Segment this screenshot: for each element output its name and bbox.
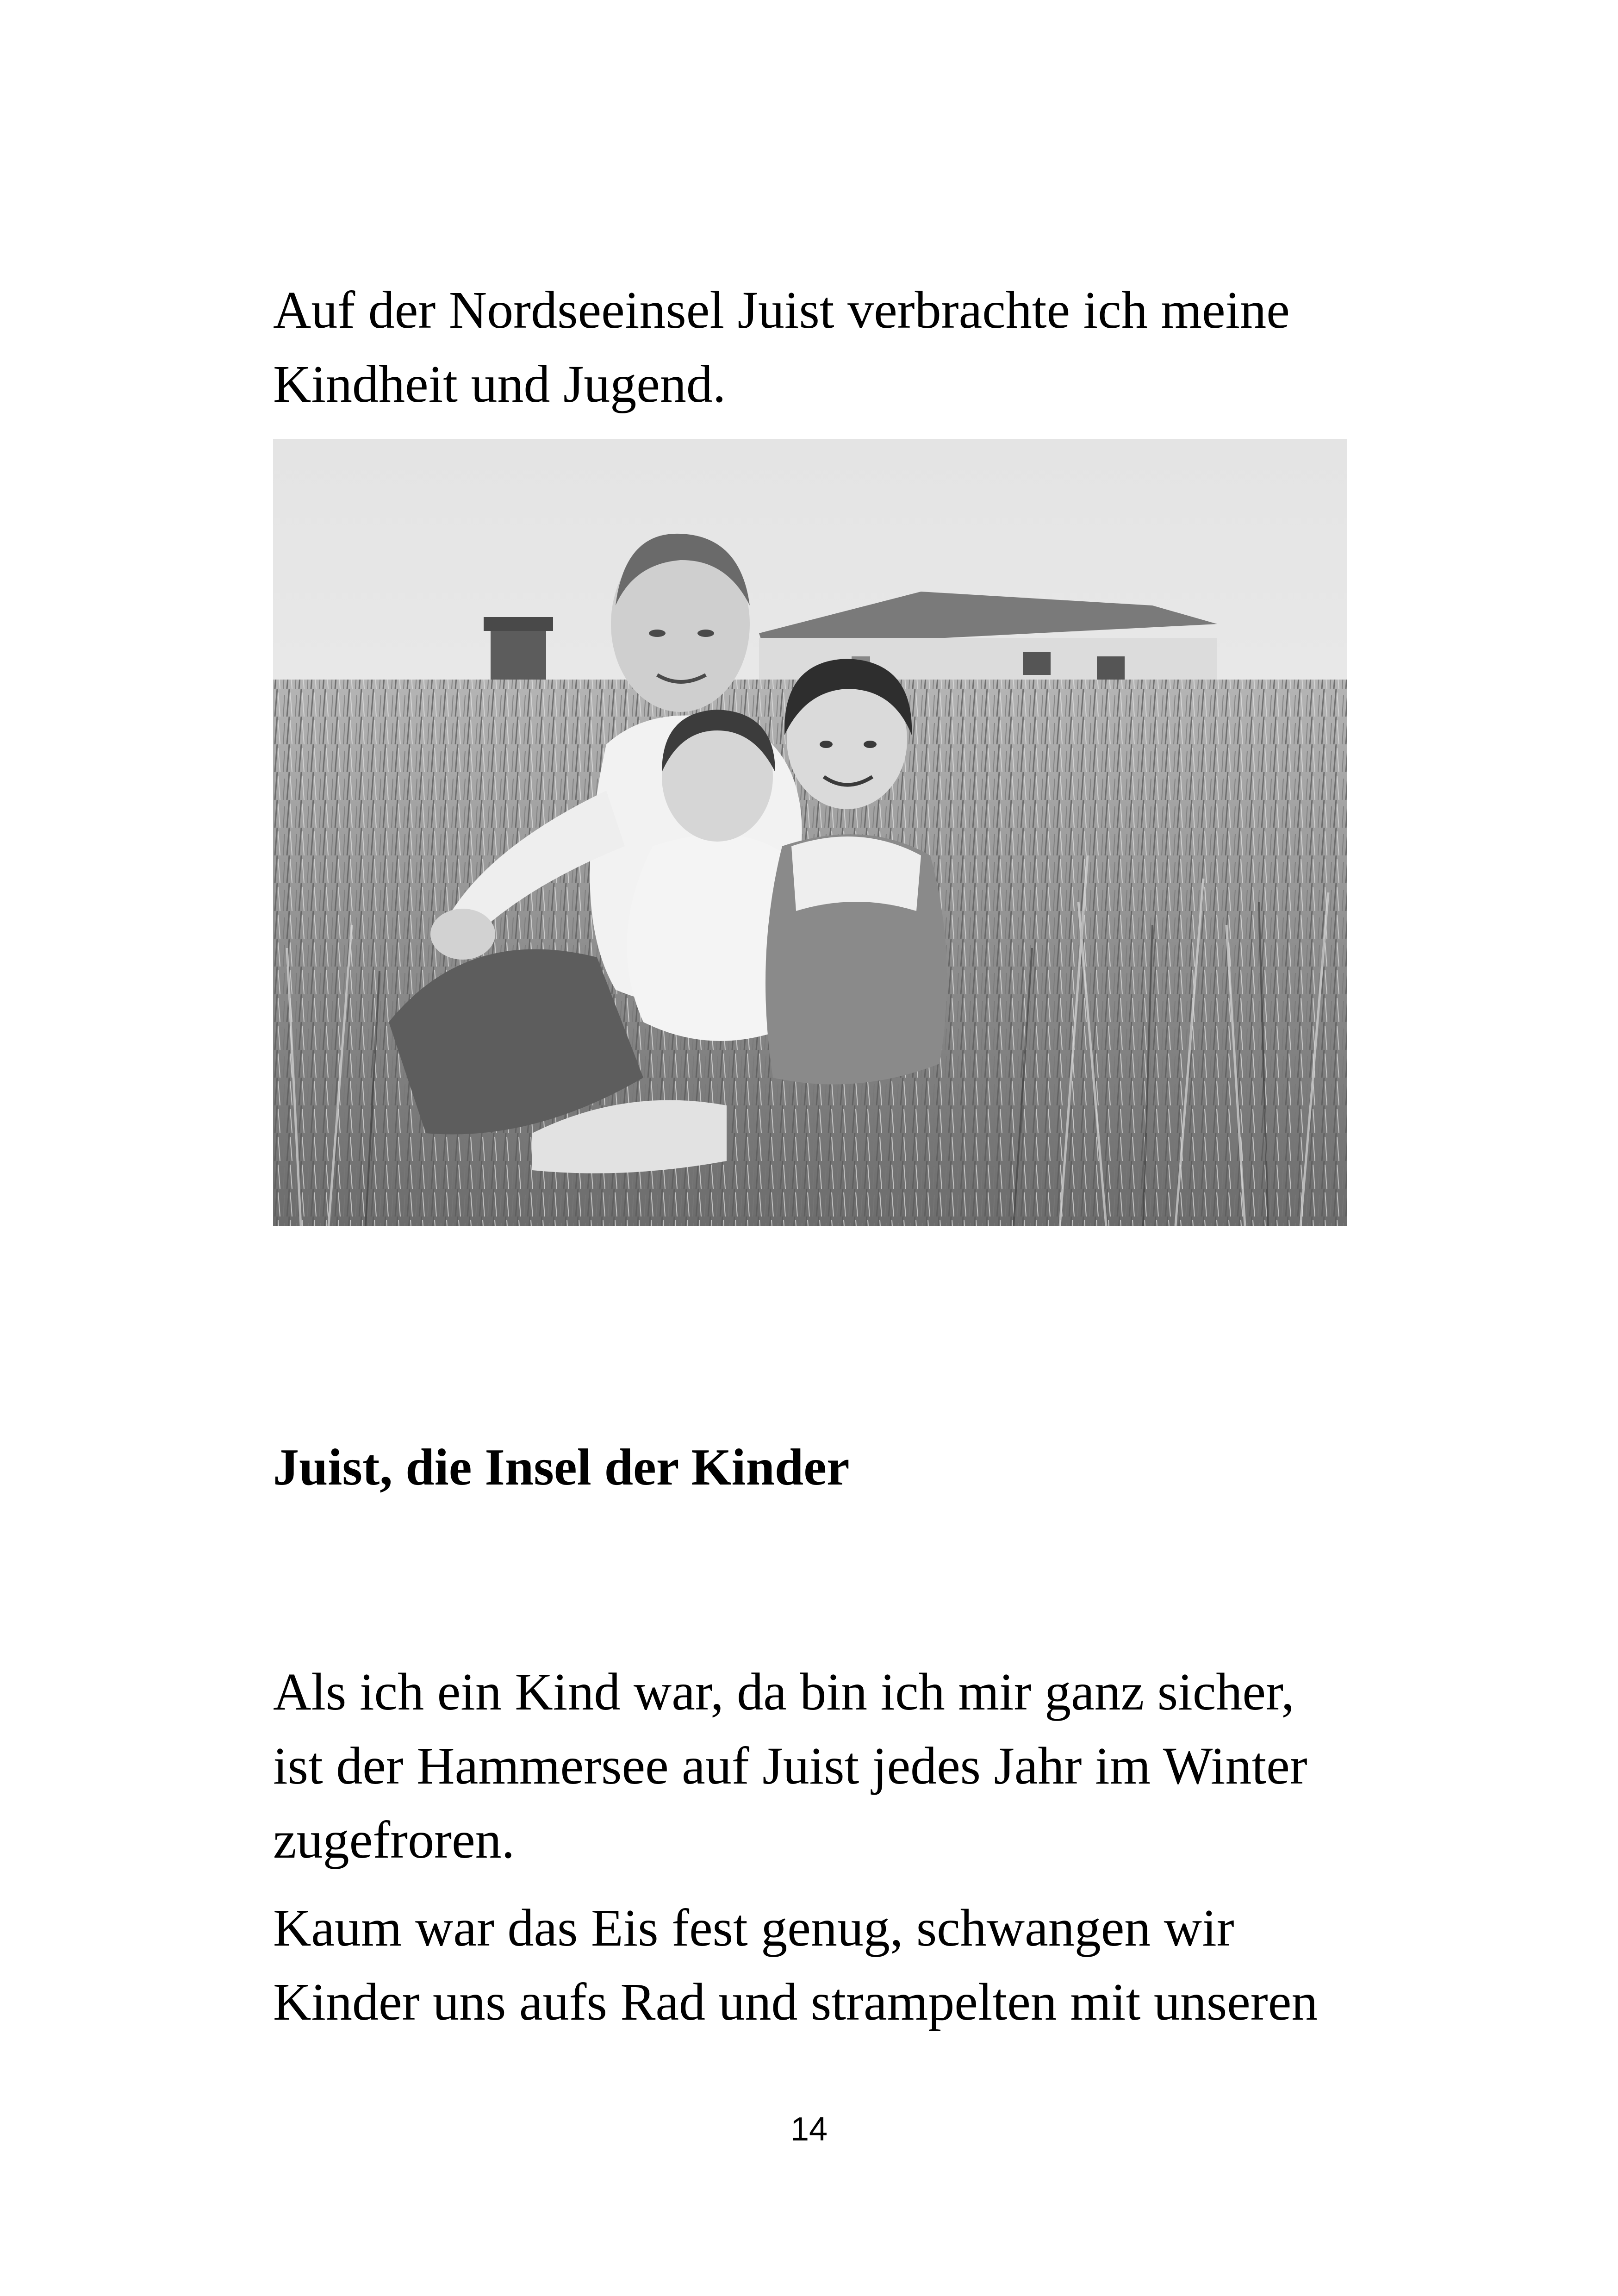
paragraph-line: Als ich ein Kind war, da bin ich mir ganz sicher,	[273, 1662, 1294, 1721]
paragraph-line: Kinder uns aufs Rad und strampelten mit unseren	[273, 1972, 1318, 2031]
intro-line-1: Auf der Nordseeinsel Juist verbrachte ich meine	[273, 281, 1290, 339]
intro-paragraph	[273, 273, 1356, 421]
body-paragraph	[273, 1655, 1356, 1877]
paragraph-line: ist der Hammersee auf Juist jedes Jahr im Winter	[273, 1736, 1307, 1795]
body-paragraph	[273, 1891, 1356, 2039]
section-heading: Juist, die Insel der Kinder	[273, 1439, 850, 1496]
paragraph-line: Kaum war das Eis fest genug, schwangen wir	[273, 1898, 1234, 1957]
intro-line-2: Kindheit und Jugend.	[273, 355, 726, 413]
family-photo	[273, 439, 1347, 1226]
paragraph-line: zugefroren.	[273, 1810, 515, 1869]
page-number: 14	[790, 2111, 828, 2148]
